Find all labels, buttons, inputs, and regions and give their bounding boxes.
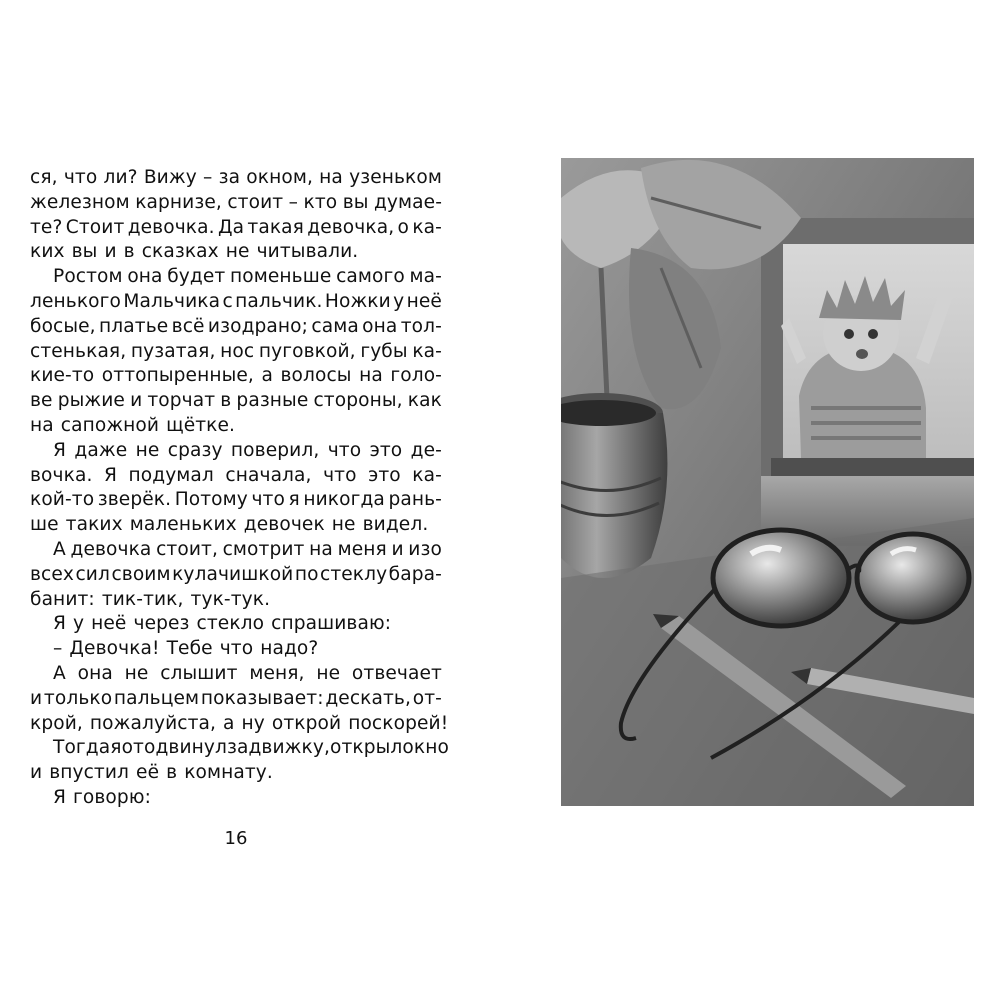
text-word: ся, <box>30 167 58 188</box>
text-word: не <box>135 439 160 461</box>
text-word: тол- <box>400 315 442 337</box>
text-word: – <box>203 167 213 188</box>
text-word: стороны, <box>313 390 403 412</box>
text-word: узеньком <box>349 167 442 188</box>
text-word: никогда <box>303 489 385 511</box>
text-word: всех <box>30 563 75 585</box>
text-line <box>30 166 442 191</box>
text-word: на <box>30 414 54 436</box>
text-word: Девочка! <box>69 638 160 660</box>
text-line <box>30 637 442 662</box>
text-word: Тогда <box>53 737 111 759</box>
text-line <box>30 488 442 513</box>
text-word: что <box>327 439 362 461</box>
text-word: кулачишкой <box>172 563 294 585</box>
text-word: голо- <box>390 365 442 387</box>
text-word: рыжие <box>57 390 125 412</box>
text-line <box>30 414 442 439</box>
text-word: через <box>133 613 190 635</box>
text-word: ка- <box>412 340 442 362</box>
text-line <box>30 538 442 563</box>
text-word: а <box>261 365 273 387</box>
text-line <box>30 364 442 389</box>
text-line <box>30 712 449 737</box>
text-word: только <box>43 687 113 709</box>
text-word: что <box>63 167 98 188</box>
text-word: у <box>73 613 85 635</box>
text-word: стоит, <box>156 538 218 560</box>
text-word: изодрано; <box>207 315 309 337</box>
text-word: Тебе <box>166 638 213 660</box>
text-word: бара- <box>388 563 442 585</box>
text-word: у <box>393 290 405 312</box>
text-word: вочка. <box>30 464 93 486</box>
text-word: самого <box>336 266 405 288</box>
text-word: губы <box>360 340 408 362</box>
text-word: говорю: <box>73 786 151 808</box>
text-word: Вижу <box>143 167 197 188</box>
text-word: пузатая, <box>130 340 216 362</box>
text-word: меня <box>337 538 387 560</box>
text-word: поверил, <box>230 439 320 461</box>
text-word: Мальчика <box>123 290 221 312</box>
text-word: о <box>397 216 409 238</box>
text-word: за <box>218 167 241 188</box>
text-word: такая <box>247 216 304 238</box>
text-word: стекло <box>196 613 265 635</box>
text-word: оттопыренные, <box>101 365 254 387</box>
text-word: окно <box>402 737 449 759</box>
text-word: открыл <box>329 737 403 759</box>
text-word: что <box>219 638 254 660</box>
text-line <box>30 612 442 637</box>
text-word: торчат <box>147 390 216 412</box>
text-line <box>30 290 442 315</box>
text-word: я <box>288 489 300 511</box>
text-word: те? <box>30 216 63 238</box>
text-word: я <box>110 737 122 759</box>
text-word: сил <box>75 563 110 585</box>
text-word: Ножки <box>324 290 391 312</box>
text-word: Да <box>217 216 245 238</box>
text-word: ну <box>241 712 265 734</box>
text-word: и <box>30 762 43 784</box>
text-word: кой-то <box>30 489 95 511</box>
text-word: ли? <box>103 167 138 188</box>
text-word: с <box>222 290 233 312</box>
text-word: от- <box>412 687 442 709</box>
text-word: и <box>130 390 143 412</box>
text-word: впустил <box>49 762 130 784</box>
text-word: Потому <box>174 489 248 511</box>
text-word: стенькая, <box>30 340 127 362</box>
text-word: девочка <box>70 538 152 560</box>
text-word: неё <box>406 290 442 312</box>
text-word: смотрит <box>222 538 305 560</box>
text-word: слышит <box>160 662 238 684</box>
text-word: окном, <box>246 167 313 188</box>
text-line <box>30 389 442 414</box>
text-line <box>30 761 442 786</box>
text-word: отодвинул <box>121 737 227 759</box>
text-word: ше <box>30 514 59 536</box>
text-word: как <box>407 390 442 412</box>
text-line <box>30 216 442 241</box>
illustration-girl-at-window-icon <box>561 158 974 806</box>
text-word: пуговкой, <box>258 340 356 362</box>
text-word: она <box>77 662 113 684</box>
text-word: де- <box>410 439 442 461</box>
text-word: задвижку, <box>227 737 330 759</box>
text-word: в <box>123 241 135 263</box>
text-word: видел. <box>362 514 429 536</box>
text-word: всё <box>171 315 205 337</box>
page-number: 16 <box>224 828 248 849</box>
text-word: сначала, <box>225 464 312 486</box>
text-word: в <box>220 390 232 412</box>
text-word: неё <box>91 613 127 635</box>
text-word: крой, <box>30 712 83 734</box>
text-word: ка- <box>412 216 442 238</box>
text-word: пальцем <box>113 687 200 709</box>
text-line <box>30 240 442 265</box>
text-word: не <box>225 241 250 263</box>
text-word: тук-тук. <box>190 588 271 610</box>
text-word: что <box>323 464 357 486</box>
text-word: девочек <box>243 514 325 536</box>
text-line <box>30 662 442 687</box>
text-word: А <box>53 662 66 684</box>
text-word: щётке. <box>166 414 236 436</box>
text-word: нос <box>220 340 255 362</box>
text-word: она <box>362 315 398 337</box>
text-word: поменьше <box>230 266 332 288</box>
text-word: подумал <box>128 464 214 486</box>
text-word: и <box>391 538 404 560</box>
text-word: ма- <box>409 266 442 288</box>
text-word: ве <box>30 390 53 412</box>
illustration <box>561 158 974 806</box>
text-word: на <box>319 167 343 188</box>
text-word: в <box>166 762 178 784</box>
text-word: стеклу <box>320 563 388 585</box>
text-line <box>30 191 442 216</box>
text-word: кто <box>303 191 338 213</box>
text-line <box>30 315 442 340</box>
text-word: Я <box>53 786 67 808</box>
text-word: Я <box>53 613 67 635</box>
text-word: комнату. <box>184 762 273 784</box>
text-word: железном <box>30 191 130 213</box>
text-line <box>30 464 442 489</box>
text-word: и <box>104 241 117 263</box>
text-word: пальчик. <box>235 290 323 312</box>
text-word: босые, <box>30 315 96 337</box>
text-word: тик-тик, <box>101 588 184 610</box>
text-word: не <box>331 514 356 536</box>
text-word: на <box>309 538 333 560</box>
text-word: разные <box>236 390 309 412</box>
text-word: зверёк. <box>97 489 172 511</box>
text-word: спрашиваю: <box>271 613 392 635</box>
text-word: вы <box>71 241 98 263</box>
text-word: своим <box>111 563 171 585</box>
text-word: Ростом <box>53 266 123 288</box>
text-word: – <box>288 191 299 213</box>
text-line <box>30 439 442 464</box>
text-word: что <box>251 489 285 511</box>
text-word: будет <box>167 266 226 288</box>
text-word: ка- <box>412 464 442 486</box>
text-word: не <box>124 662 149 684</box>
text-word: Я <box>103 464 117 486</box>
text-word: кие-то <box>30 365 95 387</box>
text-word: стоит <box>227 191 284 213</box>
text-line <box>30 513 442 538</box>
text-word: сказках <box>141 241 219 263</box>
text-word: – <box>53 638 63 660</box>
text-word: показывает: <box>200 687 324 709</box>
text-line <box>30 265 442 290</box>
text-word: и <box>30 687 43 709</box>
text-word: ленького <box>30 290 121 312</box>
text-word: по <box>294 563 319 585</box>
text-word: а <box>223 712 235 734</box>
text-word: сама <box>311 315 359 337</box>
text-line <box>30 588 442 613</box>
text-line <box>30 736 449 761</box>
text-word: Стоит <box>65 216 125 238</box>
text-word: банит: <box>30 588 95 610</box>
text-word: её <box>136 762 160 784</box>
text-word: пожалуйста, <box>89 712 217 734</box>
text-word: карнизе, <box>135 191 222 213</box>
text-word: А <box>53 538 66 560</box>
text-word: девочка, <box>307 216 395 238</box>
text-word: волосы <box>280 365 352 387</box>
text-word: это <box>369 439 403 461</box>
text-word: таких <box>65 514 123 536</box>
text-word: поскорей! <box>348 712 449 734</box>
text-word: читывали. <box>256 241 359 263</box>
text-word: платье <box>99 315 169 337</box>
flower-pot <box>561 393 667 578</box>
text-word: это <box>368 464 401 486</box>
text-word: думае- <box>373 191 442 213</box>
text-word: отвечает <box>351 662 442 684</box>
text-word: изо <box>408 538 442 560</box>
text-word: надо? <box>260 638 319 660</box>
text-word: она <box>127 266 163 288</box>
text-word: девочка. <box>127 216 215 238</box>
text-line <box>30 687 442 712</box>
text-word: маленьких <box>129 514 237 536</box>
text-word: ких <box>30 241 65 263</box>
text-word: не <box>316 662 341 684</box>
body-text <box>30 166 449 811</box>
text-word: рань- <box>388 489 442 511</box>
text-word: даже <box>74 439 128 461</box>
text-line <box>30 563 442 588</box>
text-line <box>30 340 442 365</box>
text-word: открой <box>271 712 342 734</box>
text-word: вы <box>342 191 369 213</box>
text-word: дескать, <box>325 687 411 709</box>
text-word: на <box>359 365 383 387</box>
text-word: сразу <box>167 439 223 461</box>
text-word: Я <box>53 439 67 461</box>
text-word: меня, <box>249 662 305 684</box>
text-word: сапожной <box>60 414 160 436</box>
text-line <box>30 786 442 811</box>
